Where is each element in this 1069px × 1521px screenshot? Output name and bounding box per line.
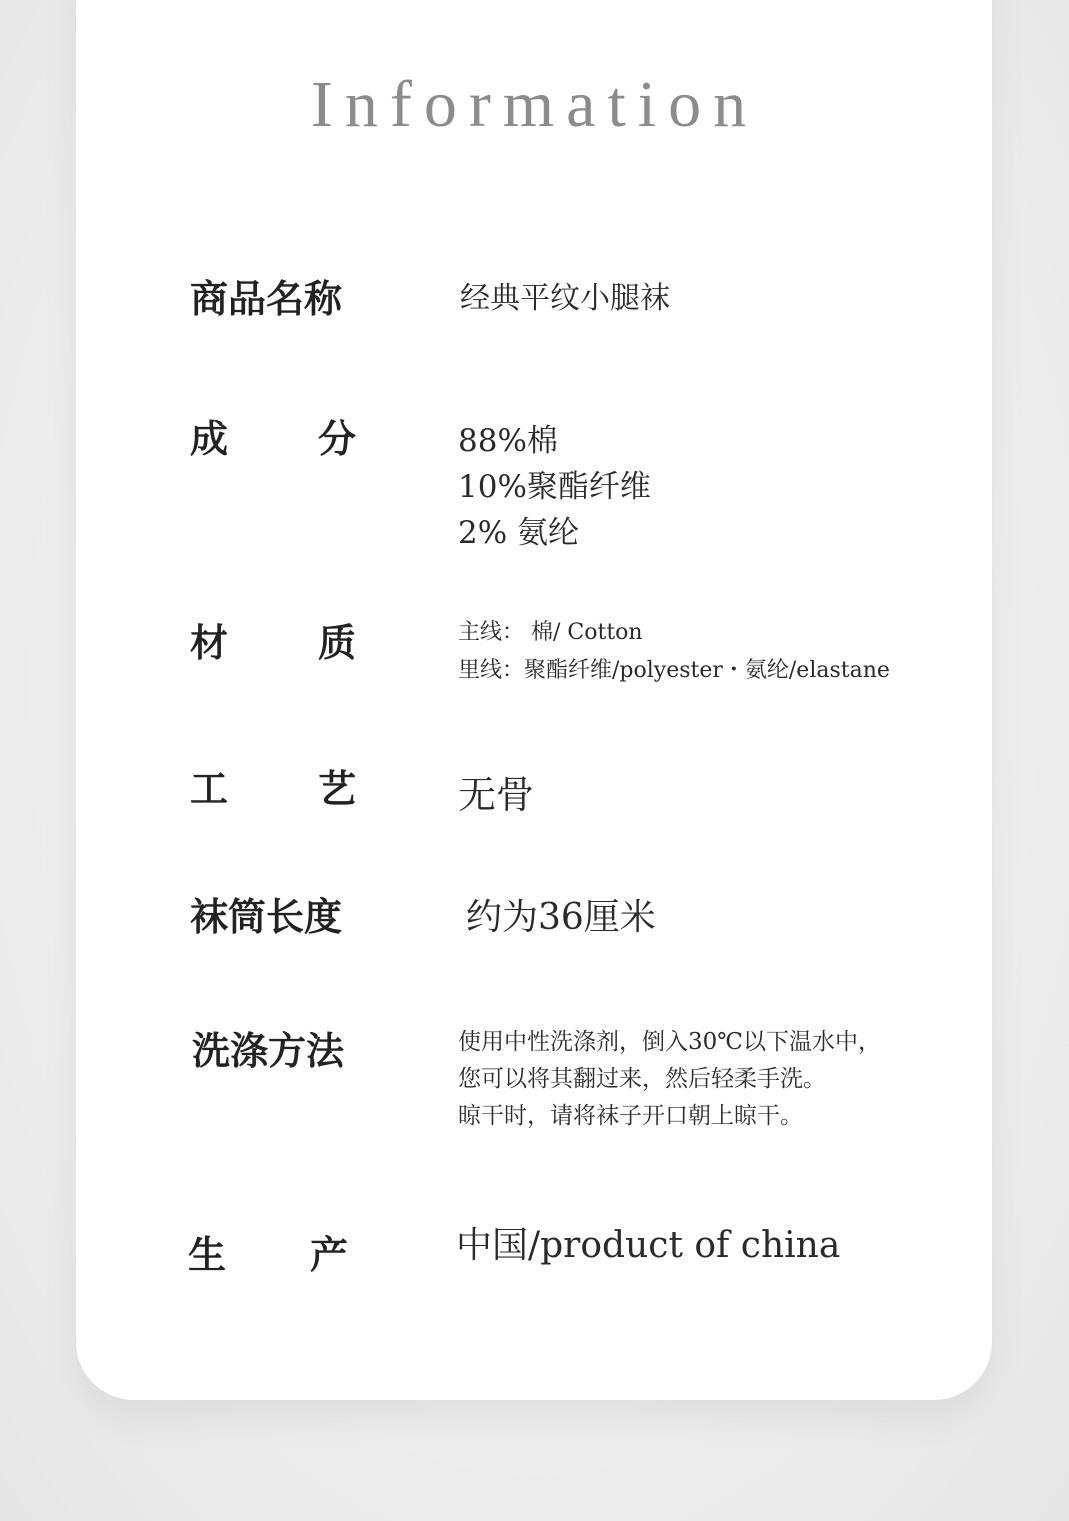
washing-line: 使用中性洗涤剂，倒入30℃以下温水中， — [458, 1029, 881, 1055]
info-card — [76, 0, 992, 1400]
product-name-label: 商品名称 — [190, 276, 343, 321]
washing-values — [458, 1024, 881, 1135]
composition-line: 2% 氨纶 — [458, 515, 580, 551]
origin-label — [188, 1232, 348, 1277]
length-label: 袜筒长度 — [190, 894, 343, 939]
origin-label-char-2: 产 — [309, 1232, 348, 1277]
craft-label — [190, 766, 356, 811]
origin-value: 中国/product of china — [456, 1225, 841, 1266]
washing-line: 晾干时，请将袜子开口朝上晾干。 — [458, 1103, 803, 1129]
craft-label-char-1: 工 — [190, 766, 229, 811]
composition-label-char-2: 分 — [317, 416, 356, 461]
material-label-char-2: 质 — [317, 620, 356, 665]
material-line: 主线： 棉/ Cotton — [458, 620, 643, 645]
origin-label-char-1: 生 — [188, 1232, 227, 1277]
product-name-value: 经典平纹小腿袜 — [460, 281, 670, 316]
craft-value: 无骨 — [458, 773, 535, 817]
page-title: Information — [310, 68, 759, 141]
material-values — [458, 614, 890, 690]
composition-line: 10%聚酯纤维 — [458, 469, 651, 505]
composition-label-char-1: 成 — [190, 416, 229, 461]
material-line: 里线：聚酯纤维/polyester・氨纶/elastane — [458, 658, 890, 683]
composition-values — [458, 418, 651, 556]
material-label — [190, 620, 356, 665]
length-value: 约为36厘米 — [466, 897, 656, 938]
material-label-char-1: 材 — [190, 620, 229, 665]
composition-line: 88%棉 — [458, 423, 558, 459]
craft-label-char-2: 艺 — [317, 766, 356, 811]
composition-label — [190, 416, 356, 461]
washing-line: 您可以将其翻过来，然后轻柔手洗。 — [458, 1066, 826, 1092]
washing-label: 洗涤方法 — [192, 1028, 345, 1073]
